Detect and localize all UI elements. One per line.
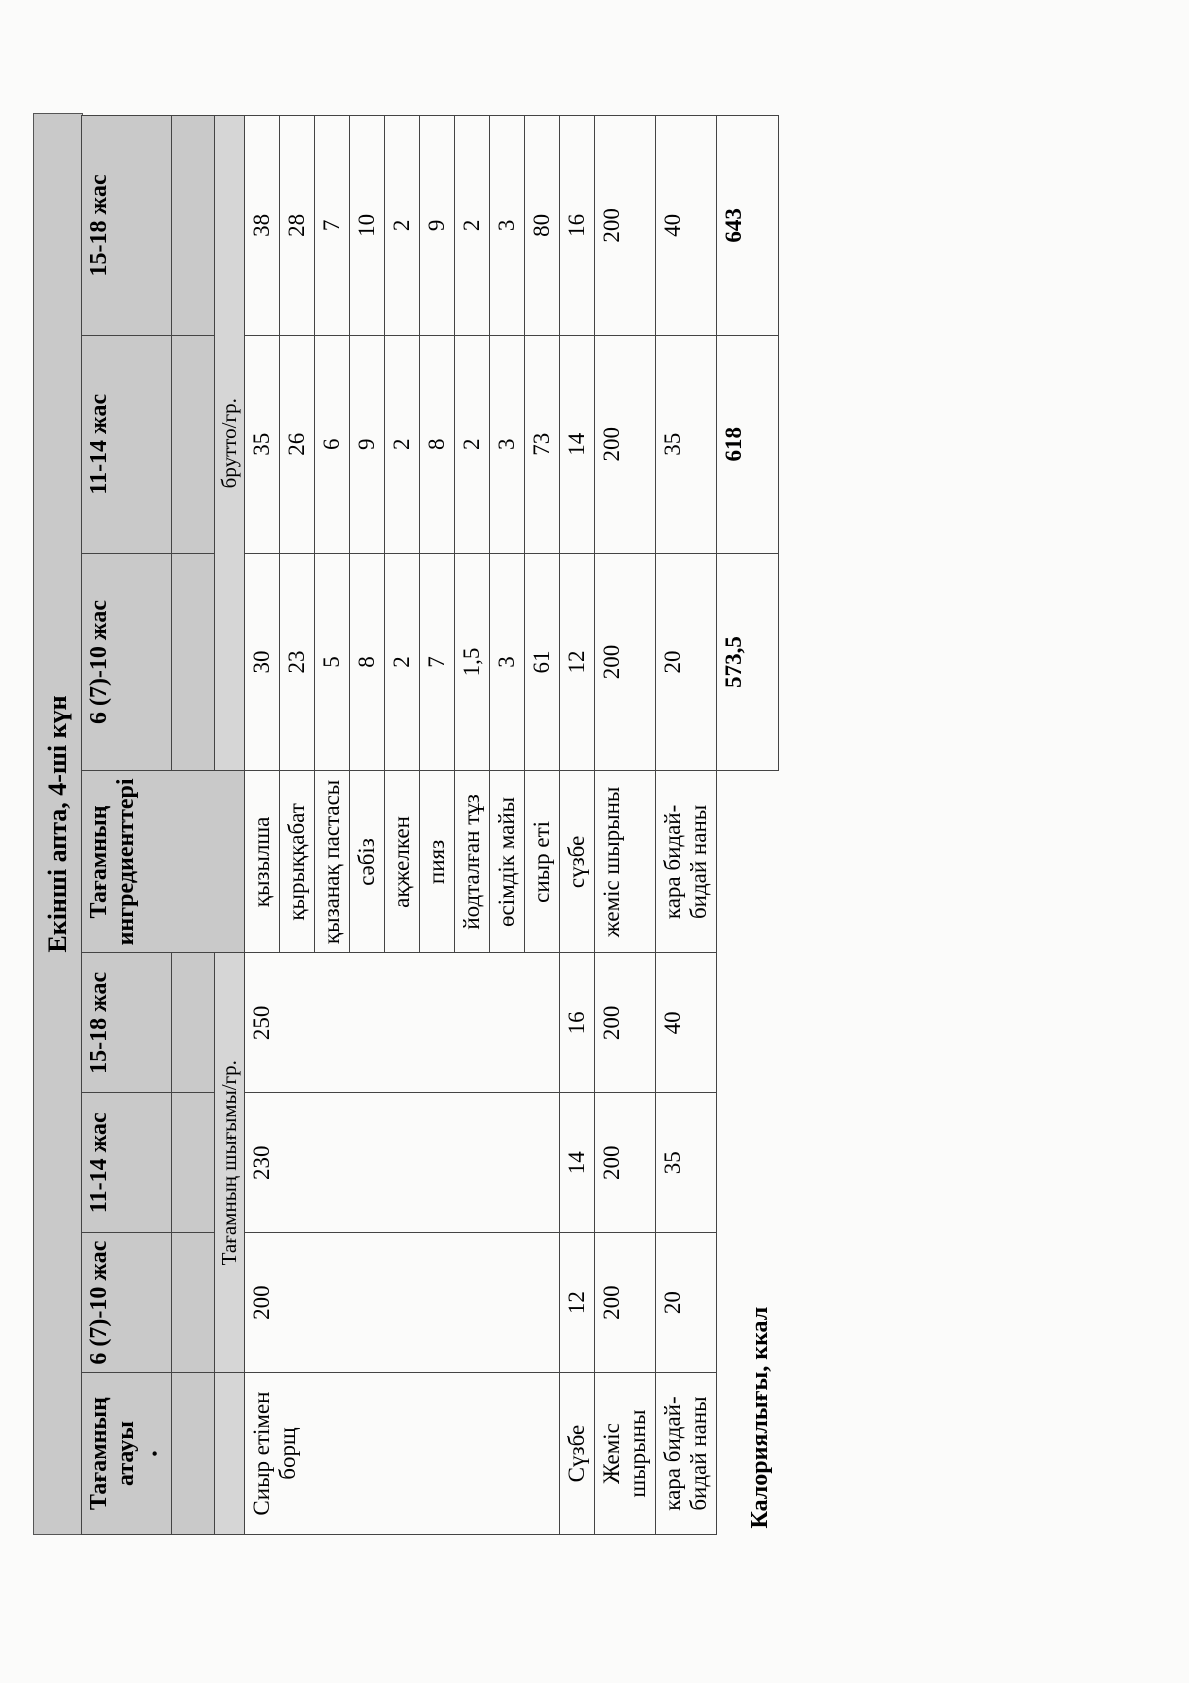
- brutto-cell: 8: [420, 335, 455, 553]
- yield-cell: 14: [560, 1093, 595, 1233]
- yield-cell: 16: [560, 953, 595, 1093]
- unit-blank: [215, 1373, 245, 1535]
- brutto-cell: 16: [560, 116, 595, 336]
- yield-cell: 200: [595, 953, 656, 1093]
- calories-row: [717, 116, 779, 1535]
- brutto-cell: 20: [656, 553, 717, 771]
- brutto-cell: 200: [595, 553, 656, 771]
- yield-cell: 35: [656, 1093, 717, 1233]
- subheader-cell: [172, 953, 215, 1093]
- yield-cell: 200: [595, 1233, 656, 1373]
- ingredient-name: пияз: [420, 771, 455, 953]
- subheader-cell: [172, 1233, 215, 1373]
- dish-name-cell: кара бидай-бидай наны: [656, 1373, 717, 1535]
- ingredient-name: өсімдік майы: [490, 771, 525, 953]
- brutto-cell: 38: [245, 116, 280, 336]
- dish-name-cell: Жеміс шырыны: [595, 1373, 656, 1535]
- table-row: [245, 116, 280, 1535]
- brutto-cell: 3: [490, 116, 525, 336]
- subheader-cell: [172, 116, 215, 336]
- ingredient-name: қырыққабат: [280, 771, 315, 953]
- header-age1-yield: 6 (7)-10 жас: [82, 1233, 172, 1373]
- brutto-cell: 40: [656, 116, 717, 336]
- dot-mark: •: [147, 1450, 164, 1457]
- brutto-cell: 200: [595, 116, 656, 336]
- brutto-cell: 35: [245, 335, 280, 553]
- brutto-cell: 6: [315, 335, 350, 553]
- brutto-cell: 1,5: [455, 553, 490, 771]
- brutto-cell: 5: [315, 553, 350, 771]
- header-age3-brutto: 15-18 жас: [82, 116, 172, 336]
- brutto-cell: 73: [525, 335, 560, 553]
- ingredient-name: жеміс шырыны: [595, 771, 656, 953]
- yield-cell: 12: [560, 1233, 595, 1373]
- brutto-cell: 23: [280, 553, 315, 771]
- brutto-cell: 28: [280, 116, 315, 336]
- yield-cell: 20: [656, 1233, 717, 1373]
- menu-table: [81, 115, 779, 1535]
- dish-name-cell: Сүзбе: [560, 1373, 595, 1535]
- brutto-cell: 61: [525, 553, 560, 771]
- header-age1-brutto: 6 (7)-10 жас: [82, 553, 172, 771]
- brutto-cell: 3: [490, 335, 525, 553]
- ingredient-name: қызанақ пастасы: [315, 771, 350, 953]
- brutto-cell: 9: [350, 335, 385, 553]
- brutto-cell: 10: [350, 116, 385, 336]
- table-row: [560, 116, 595, 1535]
- dish-name-cell: Сиыр етімен борщ: [245, 1373, 560, 1535]
- subheader-cell: [172, 553, 215, 771]
- calories-label: Калориялығы, ккал: [747, 1306, 773, 1529]
- brutto-cell: 12: [560, 553, 595, 771]
- brutto-cell: 2: [385, 116, 420, 336]
- header-ingredients: Тағамның ингредиенттері: [82, 771, 245, 953]
- subheader-cell: [172, 1093, 215, 1233]
- page-title: Екінші апта, 4-ші күн: [33, 113, 83, 1535]
- brutto-cell: 35: [656, 335, 717, 553]
- ingredient-name: йодталған тұз: [455, 771, 490, 953]
- brutto-cell: 3: [490, 553, 525, 771]
- brutto-cell: 9: [420, 116, 455, 336]
- header-age3-yield: 15-18 жас: [82, 953, 172, 1093]
- table-row: [595, 116, 656, 1535]
- brutto-cell: 7: [420, 553, 455, 771]
- ingredient-name: сәбіз: [350, 771, 385, 953]
- header-age2-brutto: 11-14 жас: [82, 335, 172, 553]
- brutto-cell: 8: [350, 553, 385, 771]
- header-dish-name: Тағамның атауы •: [82, 1373, 172, 1535]
- yield-cell: 40: [656, 953, 717, 1093]
- rotated-menu-sheet: [33, 115, 1103, 1535]
- table-row: [656, 116, 717, 1535]
- header-age2-yield: 11-14 жас: [82, 1093, 172, 1233]
- subheader-cell: [172, 1373, 215, 1535]
- brutto-cell: 30: [245, 553, 280, 771]
- brutto-cell: 14: [560, 335, 595, 553]
- ingredient-name: қызылша: [245, 771, 280, 953]
- calories-value: 643: [717, 116, 779, 336]
- ingredient-name: кара бидай-бидай наны: [656, 771, 717, 953]
- ingredient-name: сүзбе: [560, 771, 595, 953]
- ingredient-name: ақжелкен: [385, 771, 420, 953]
- ingredient-name: сиыр еті: [525, 771, 560, 953]
- yield-cell: 200: [245, 1233, 560, 1373]
- brutto-cell: 2: [385, 553, 420, 771]
- yield-unit-label: Тағамның шығымы/гр.: [215, 953, 245, 1373]
- calories-value: 618: [717, 335, 779, 553]
- brutto-cell: 2: [385, 335, 420, 553]
- calories-value: 573,5: [717, 553, 779, 771]
- brutto-cell: 26: [280, 335, 315, 553]
- brutto-cell: 200: [595, 335, 656, 553]
- yield-cell: 200: [595, 1093, 656, 1233]
- header-row: [82, 116, 172, 1535]
- brutto-cell: 7: [315, 116, 350, 336]
- subheader-cell: [172, 335, 215, 553]
- brutto-unit-label: брутто/гр.: [215, 116, 245, 771]
- yield-cell: 250: [245, 953, 560, 1093]
- brutto-cell: 2: [455, 335, 490, 553]
- brutto-cell: 80: [525, 116, 560, 336]
- yield-cell: 230: [245, 1093, 560, 1233]
- brutto-cell: 2: [455, 116, 490, 336]
